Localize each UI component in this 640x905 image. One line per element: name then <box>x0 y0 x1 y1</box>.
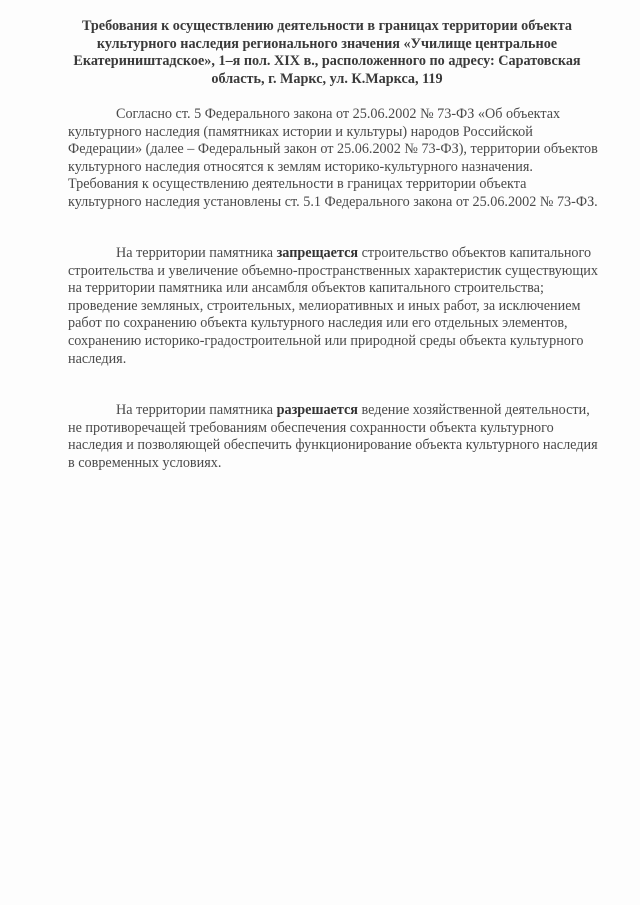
document-title: Требования к осуществлению деятельности в границах территории объекта культурного наследия регионального значения «Училище центральное Екатериништадское», 1–я пол. XIX в., расположенного по адресу: Саратовская область, г. Маркс, ул. К.Маркса, 119 <box>73 18 581 87</box>
paragraph-prohibited-text: строительство объектов капитального строительства и увеличение объемно-пространственных характеристик существующих на территории памятника или ансамбля объектов капитального строительства; проведение земляных, строительных, мелиоративных и иных работ, за исключением работ по сохранению объекта культурного наследия или его отдельных элементов, сохранению историко-градостроительной или природной среды объекта культурного наследия. <box>68 245 598 367</box>
permitted-keyword: разрешается <box>276 402 358 418</box>
prohibited-keyword: запрещается <box>276 245 359 261</box>
paragraph-permitted <box>68 402 602 472</box>
paragraph-legal-basis: Согласно ст. 5 Федерального закона от 25.06.2002 № 73-ФЗ «Об объектах культурного наследия (памятниках истории и культуры) народов Российской Федерации» (далее – Федеральный закон от 25.06.2002 № 73-ФЗ), территории объектов культурного наследия относятся к землям историко-культурного назначения. Требования к осуществлению деятельности в границах территории объекта культурного наследия установлены ст. 5.1 Федерального закона от 25.06.2002 № 73-ФЗ. <box>68 106 598 210</box>
paragraph-prohibited <box>68 245 602 368</box>
paragraph-permitted-text: ведение хозяйственной деятельности, не противоречащей требованиям обеспечения сохранности объекта культурного наследия и позволяющей обеспечить функционирование объекта культурного наследия в современных условиях. <box>68 402 598 471</box>
paragraph-permitted-lead: На территории памятника <box>116 402 277 418</box>
paragraph-prohibited-lead: На территории памятника <box>116 245 277 261</box>
